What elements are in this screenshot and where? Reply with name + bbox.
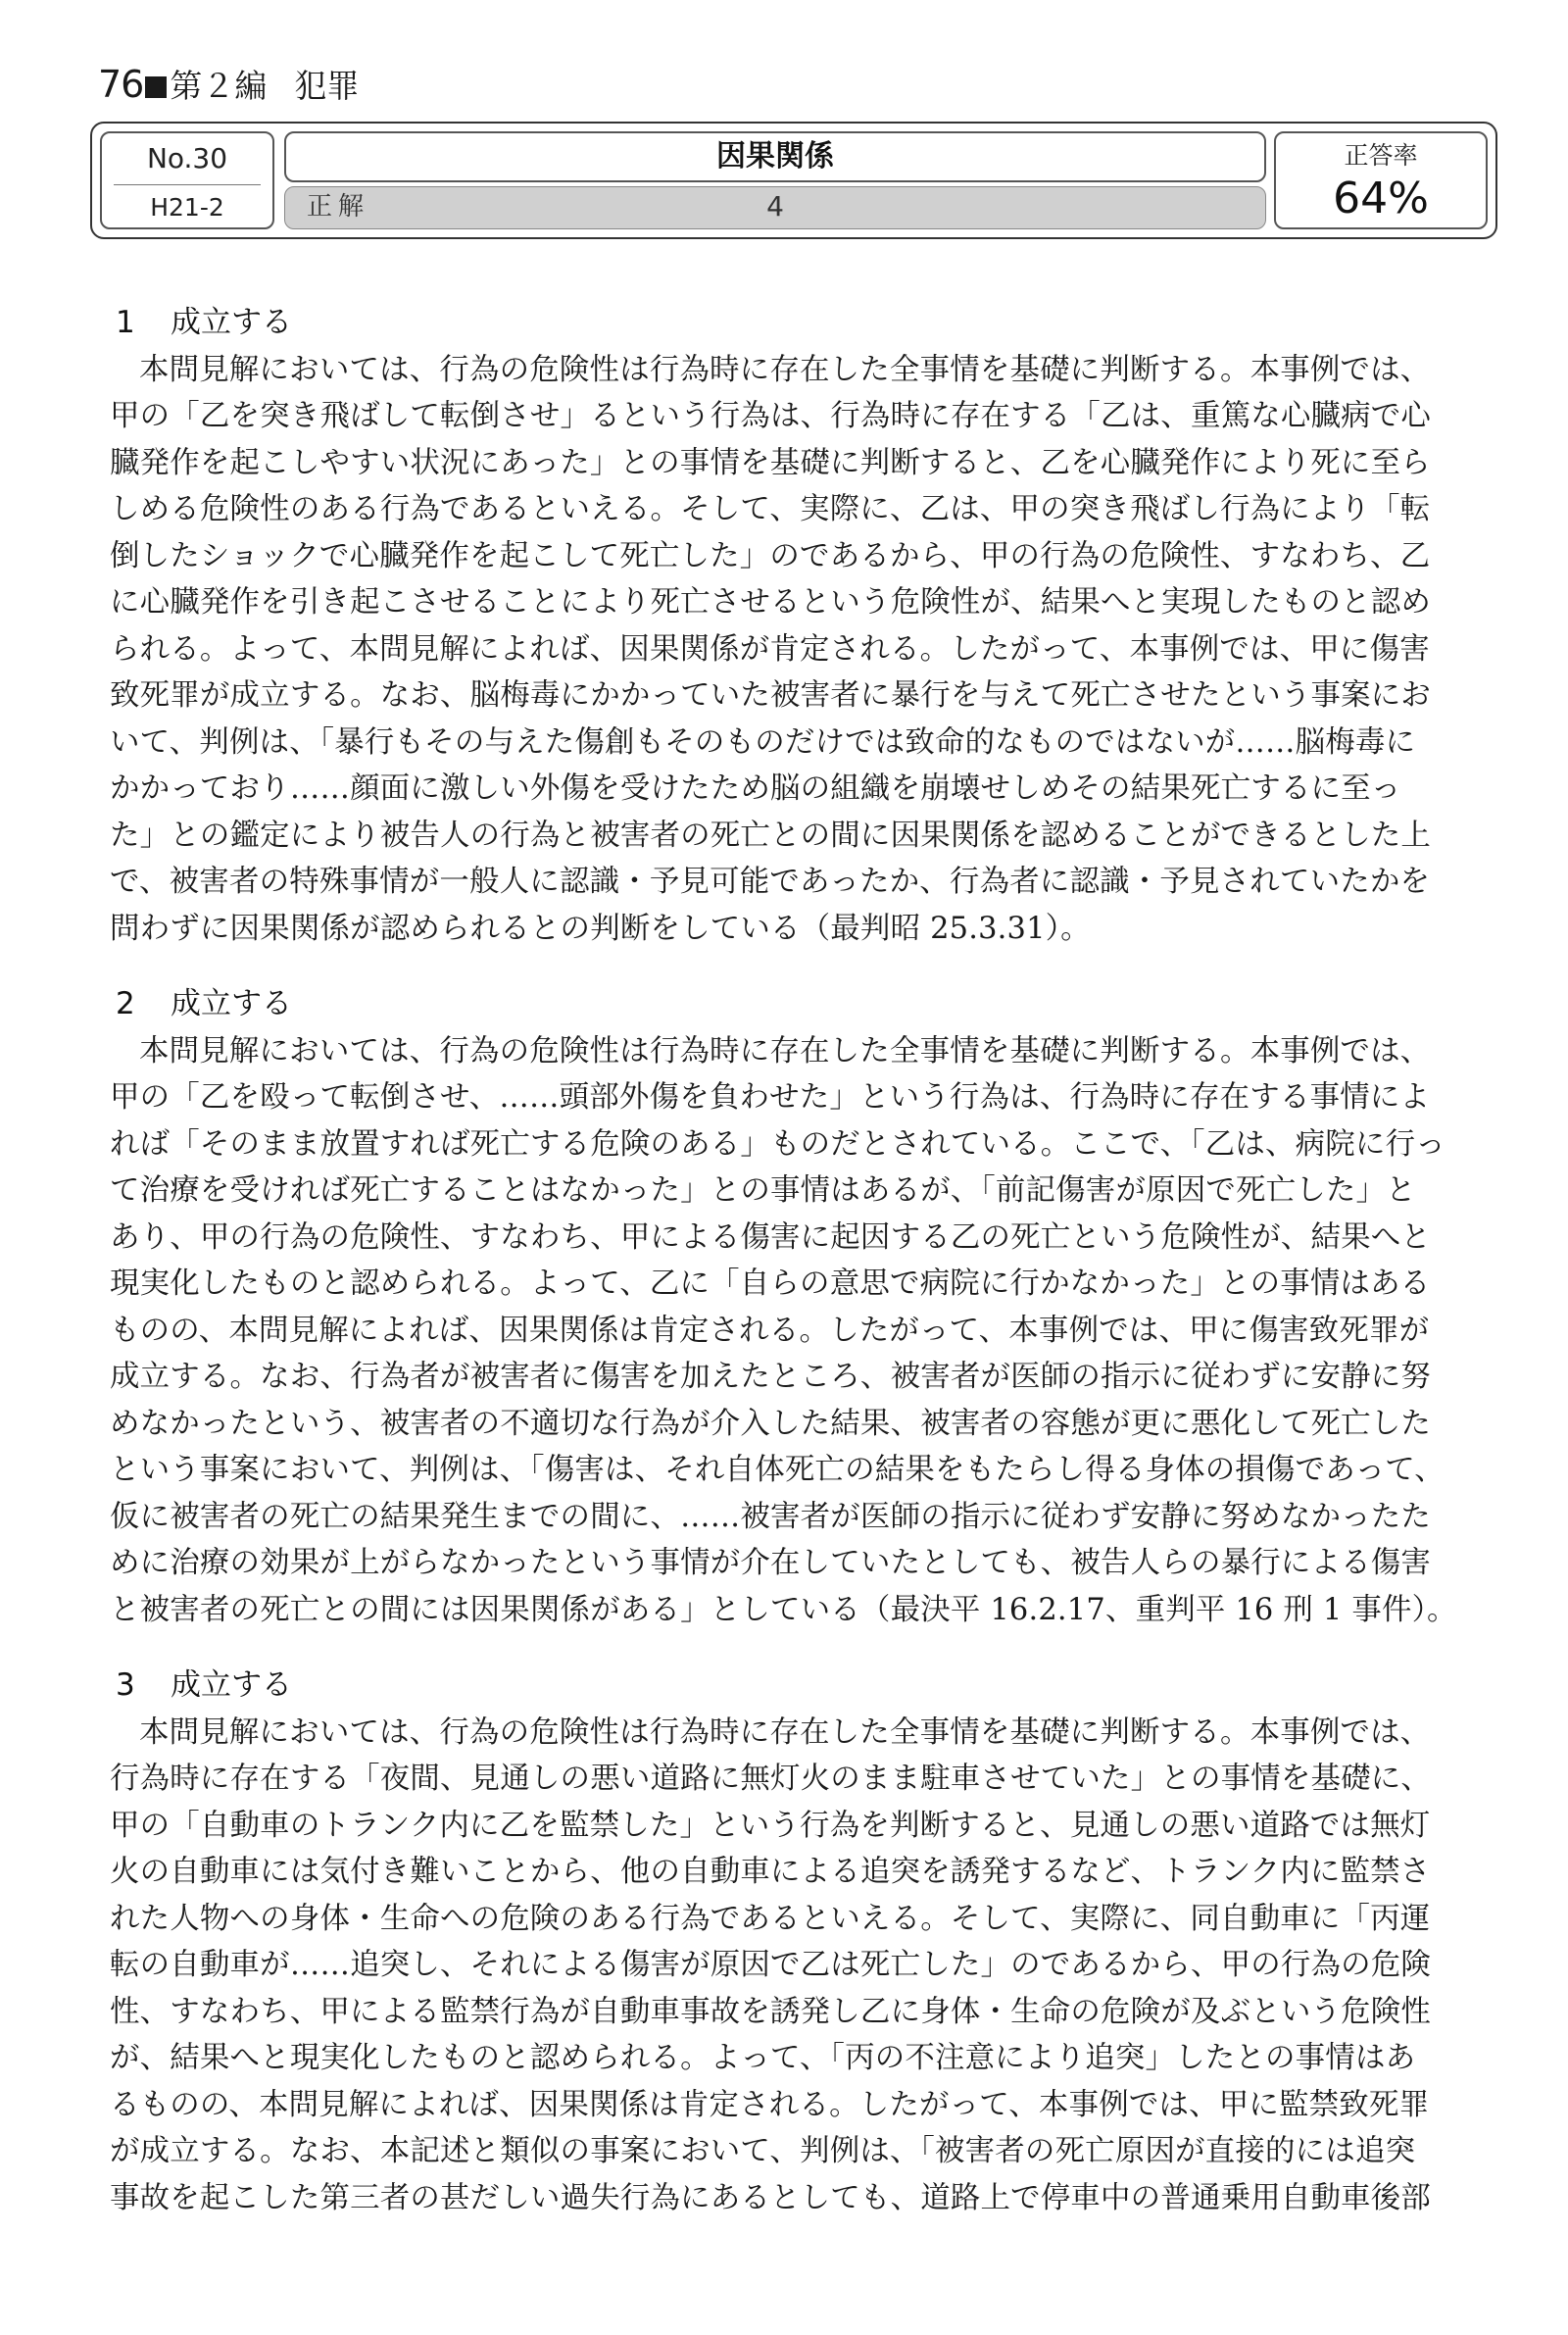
question-number: No.30 xyxy=(146,142,228,174)
section-number: 2 xyxy=(116,986,135,1021)
page-number: 76 xyxy=(98,63,144,106)
body-text-line: 性、すなわち、甲による監禁行為が自動車事故を誘発し乙に身体・生命の危険が及ぶという危険性 xyxy=(110,1994,1432,2029)
answer-bar xyxy=(284,186,1266,229)
exam-code: H21-2 xyxy=(150,193,224,222)
body-text-line: 現実化したものと認められる。よって、乙に「自らの意思で病院に行かなかった」との事情はある xyxy=(110,1267,1431,1301)
answer-label: 正解 xyxy=(307,192,370,222)
question-title: 因果関係 xyxy=(284,131,1266,182)
body-text-line: 本問見解においては、行為の危険性は行為時に存在した全事情を基礎に判断する。本事例では、 xyxy=(139,1033,1431,1068)
square-mark-icon xyxy=(145,76,167,98)
question-number-divider xyxy=(114,184,261,185)
body-text-line: 倒したショックで心臓発作を起こして死亡した」のであるから、甲の行為の危険性、すなわち、乙 xyxy=(110,538,1431,573)
answer-value: 4 xyxy=(766,190,784,223)
part-label: 第２編 xyxy=(170,67,268,105)
body-text-line: めに治療の効果が上がらなかったという事情が介在していたとしても、被告人らの暴行による傷害 xyxy=(110,1546,1432,1580)
body-text-line: 本問見解においては、行為の危険性は行為時に存在した全事情を基礎に判断する。本事例では、 xyxy=(139,352,1431,387)
body-text-line: 臓発作を起こしやすい状況にあった」との事情を基礎に判断すると、乙を心臓発作により死に至ら xyxy=(110,445,1431,480)
body-text-line: 転の自動車が……追突し、それによる傷害が原因で乙は死亡した」のであるから、甲の行為の危険 xyxy=(110,1948,1432,1982)
body-text-line: て治療を受ければ死亡することはなかった」との事情はあるが、「前記傷害が原因で死亡した」と xyxy=(110,1173,1416,1208)
body-text-line: ものの、本問見解によれば、因果関係は肯定される。したがって、本事例では、甲に傷害致死罪が xyxy=(110,1313,1430,1348)
title-column xyxy=(284,131,1266,229)
question-header xyxy=(90,122,1497,239)
body-text-line: に心臓発作を引き起こさせることにより死亡させるという危険性が、結果へと実現したものと認め xyxy=(110,585,1432,620)
body-text-line: れば「そのまま放置すれば死亡する危険のある」ものだとされている。ここで、「乙は、病院に行っ xyxy=(110,1126,1446,1162)
body-text-line: 行為時に存在する「夜間、見通しの悪い道路に無灯火のまま駐車させていた」との事情を基礎に、 xyxy=(110,1762,1432,1796)
body-text-line: という事案において、判例は、「傷害は、それ自体死亡の結果をもたらし得る身体の損傷であって、 xyxy=(110,1453,1445,1487)
body-text-line: れた人物への身体・生命への危険のある行為であるといえる。そして、実際に、同自動車に「丙運 xyxy=(110,1901,1431,1936)
body-text-line: と被害者の死亡との間には因果関係がある」としている（最決平 16.2.17、重判平 16 刑 1 事件）。 xyxy=(110,1592,1457,1627)
running-head xyxy=(98,63,359,108)
body-text-line: 問わずに因果関係が認められるとの判断をしている（最判昭 25.3.31）。 xyxy=(110,911,1091,946)
section-heading-text: 成立する xyxy=(171,986,292,1021)
explanation-body xyxy=(110,300,1521,2251)
correct-rate-value: 64% xyxy=(1333,174,1429,224)
body-text-line: 甲の「乙を突き飛ばして転倒させ」るという行為は、行為時に存在する「乙は、重篤な心臓病で心 xyxy=(110,399,1432,433)
question-number-box xyxy=(100,131,274,229)
section-number: 1 xyxy=(116,305,135,340)
body-text-line: た」との鑑定により被告人の行為と被害者の死亡との間に因果関係を認めることができるとした上 xyxy=(110,818,1432,853)
section-number: 3 xyxy=(116,1667,135,1703)
section-heading xyxy=(110,300,1521,347)
body-text-line: 事故を起こした第三者の甚だしい過失行為にあるとしても、道路上で停車中の普通乗用自動車後部 xyxy=(110,2180,1432,2215)
body-text-line: いて、判例は、「暴行もその与えた傷創もそのものだけでは致命的なものではないが……脳梅毒に xyxy=(110,724,1416,760)
body-text-line: 本問見解においては、行為の危険性は行為時に存在した全事情を基礎に判断する。本事例では、 xyxy=(139,1714,1431,1750)
body-text-line: 致死罪が成立する。なお、脳梅毒にかかっていた被害者に暴行を与えて死亡させたという事案にお xyxy=(110,678,1432,713)
body-text-line: で、被害者の特殊事情が一般人に認識・予見可能であったか、行為者に認識・予見されていたかを xyxy=(110,865,1431,899)
answer-section xyxy=(110,300,1521,952)
answer-section xyxy=(110,1663,1521,2221)
part-title: 犯罪 xyxy=(294,67,360,105)
body-text-line: るものの、本問見解によれば、因果関係は肯定される。したがって、本事例では、甲に監禁致死罪 xyxy=(110,2087,1430,2122)
body-text-line: 甲の「乙を殴って転倒させ、……頭部外傷を負わせた」という行為は、行為時に存在する事情によ xyxy=(110,1080,1431,1115)
section-heading xyxy=(110,1663,1521,1710)
correct-rate-label: 正答率 xyxy=(1344,141,1418,170)
body-text-line: 仮に被害者の死亡の結果発生までの間に、……被害者が医師の指示に従わず安静に努めなかったた xyxy=(110,1499,1432,1534)
section-heading-text: 成立する xyxy=(171,1667,292,1703)
answer-section xyxy=(110,981,1521,1633)
body-text-line: 甲の「自動車のトランク内に乙を監禁した」という行為を判断すると、見通しの悪い道路では無灯 xyxy=(110,1808,1431,1843)
body-text-line: が、結果へと現実化したものと認められる。よって、「丙の不注意により追突」したとの事情はあ xyxy=(110,2041,1416,2075)
correct-rate-box xyxy=(1274,131,1488,229)
body-text-line: あり、甲の行為の危険性、すなわち、甲による傷害に起因する乙の死亡という危険性が、結果へと xyxy=(110,1219,1432,1255)
body-text-line: 火の自動車には気付き難いことから、他の自動車による追突を誘発するなど、トランク内に監禁さ xyxy=(110,1855,1431,1889)
section-heading xyxy=(110,981,1521,1028)
body-text-line: かかっており……顔面に激しい外傷を受けたため脳の組織を崩壊せしめその結果死亡するに至っ xyxy=(110,771,1401,806)
body-text-line: が成立する。なお、本記述と類似の事案において、判例は、「被害者の死亡原因が直接的には追突 xyxy=(110,2134,1416,2168)
body-text-line: 成立する。なお、行為者が被害者に傷害を加えたところ、被害者が医師の指示に従わずに安静に努 xyxy=(110,1360,1432,1394)
body-text-line: しめる危険性のある行為であるといえる。そして、実際に、乙は、甲の突き飛ばし行為により「転 xyxy=(110,492,1431,526)
section-heading-text: 成立する xyxy=(171,305,292,340)
body-text-line: られる。よって、本問見解によれば、因果関係が肯定される。したがって、本事例では、甲に傷害 xyxy=(110,631,1430,667)
body-text-line: めなかったという、被害者の不適切な行為が介入した結果、被害者の容態が更に悪化して死亡した xyxy=(110,1406,1432,1441)
